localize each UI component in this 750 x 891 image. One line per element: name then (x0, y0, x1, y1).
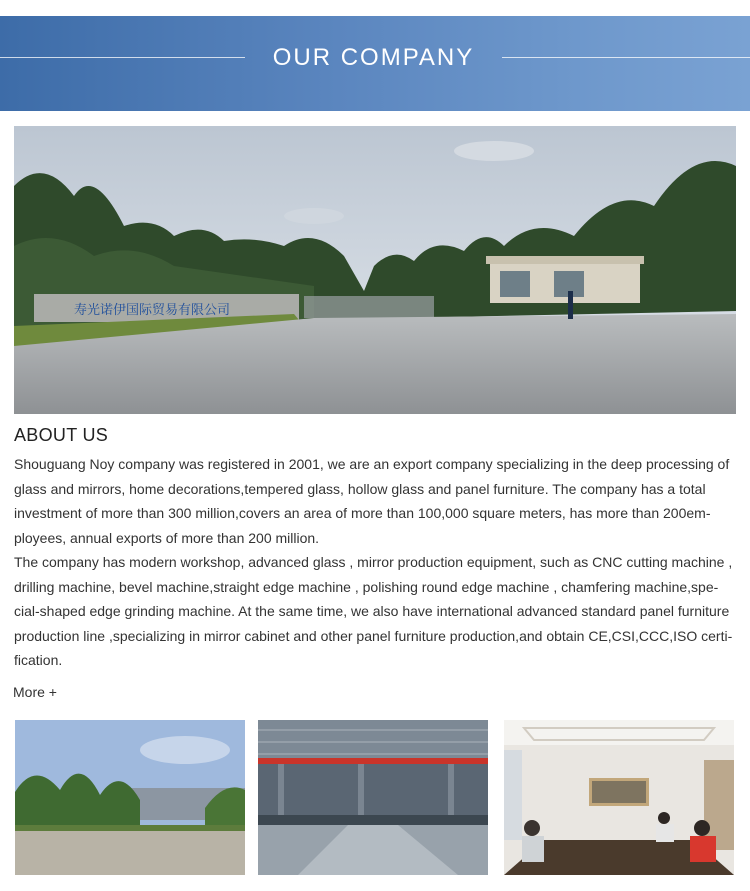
banner-divider-right (502, 57, 750, 58)
description-line: drilling machine, bevel machine,straight edge machine , polishing round edge machine , chamfering machine,spe- (14, 578, 719, 595)
section-banner (0, 16, 750, 111)
workshop-interior-photo[interactable] (258, 720, 488, 875)
banner-title: OUR COMPANY (272, 44, 475, 71)
description-line: investment of more than 300 million,covers an area of more than 100,000 square meters, has more than 200em- (14, 505, 711, 521)
about-us-description (14, 452, 736, 673)
description-line: Shouguang Noy company was registered in 2001, we are an export company specializing in the deep processing of (14, 456, 730, 472)
description-line: cial-shaped edge grinding machine. At the same time, we also have international advanced standard panel furniture (14, 603, 730, 619)
description-line: The company has modern workshop, advanced glass , mirror production equipment, such as CNC cutting machine , (14, 554, 733, 570)
description-line: ployees, annual exports of more than 200 million. (14, 529, 320, 546)
company-entrance-photo (14, 126, 736, 414)
sign-text: 寿光诺伊国际贸易有限公司 (74, 303, 231, 318)
more-link[interactable]: More + (13, 684, 57, 700)
factory-exterior-photo[interactable] (15, 720, 245, 875)
about-us-heading: ABOUT US (14, 425, 109, 445)
meeting-room-photo[interactable] (504, 720, 734, 875)
description-line: glass and mirrors, home decorations,tempered glass, hollow glass and panel furniture. The company has a total (14, 480, 706, 497)
description-line: fication. (14, 652, 63, 668)
banner-divider-left (0, 57, 245, 58)
description-line: production line ,specializing in mirror cabinet and other panel furniture production,and obtain CE,CSI,CCC,ISO certi- (14, 627, 733, 644)
